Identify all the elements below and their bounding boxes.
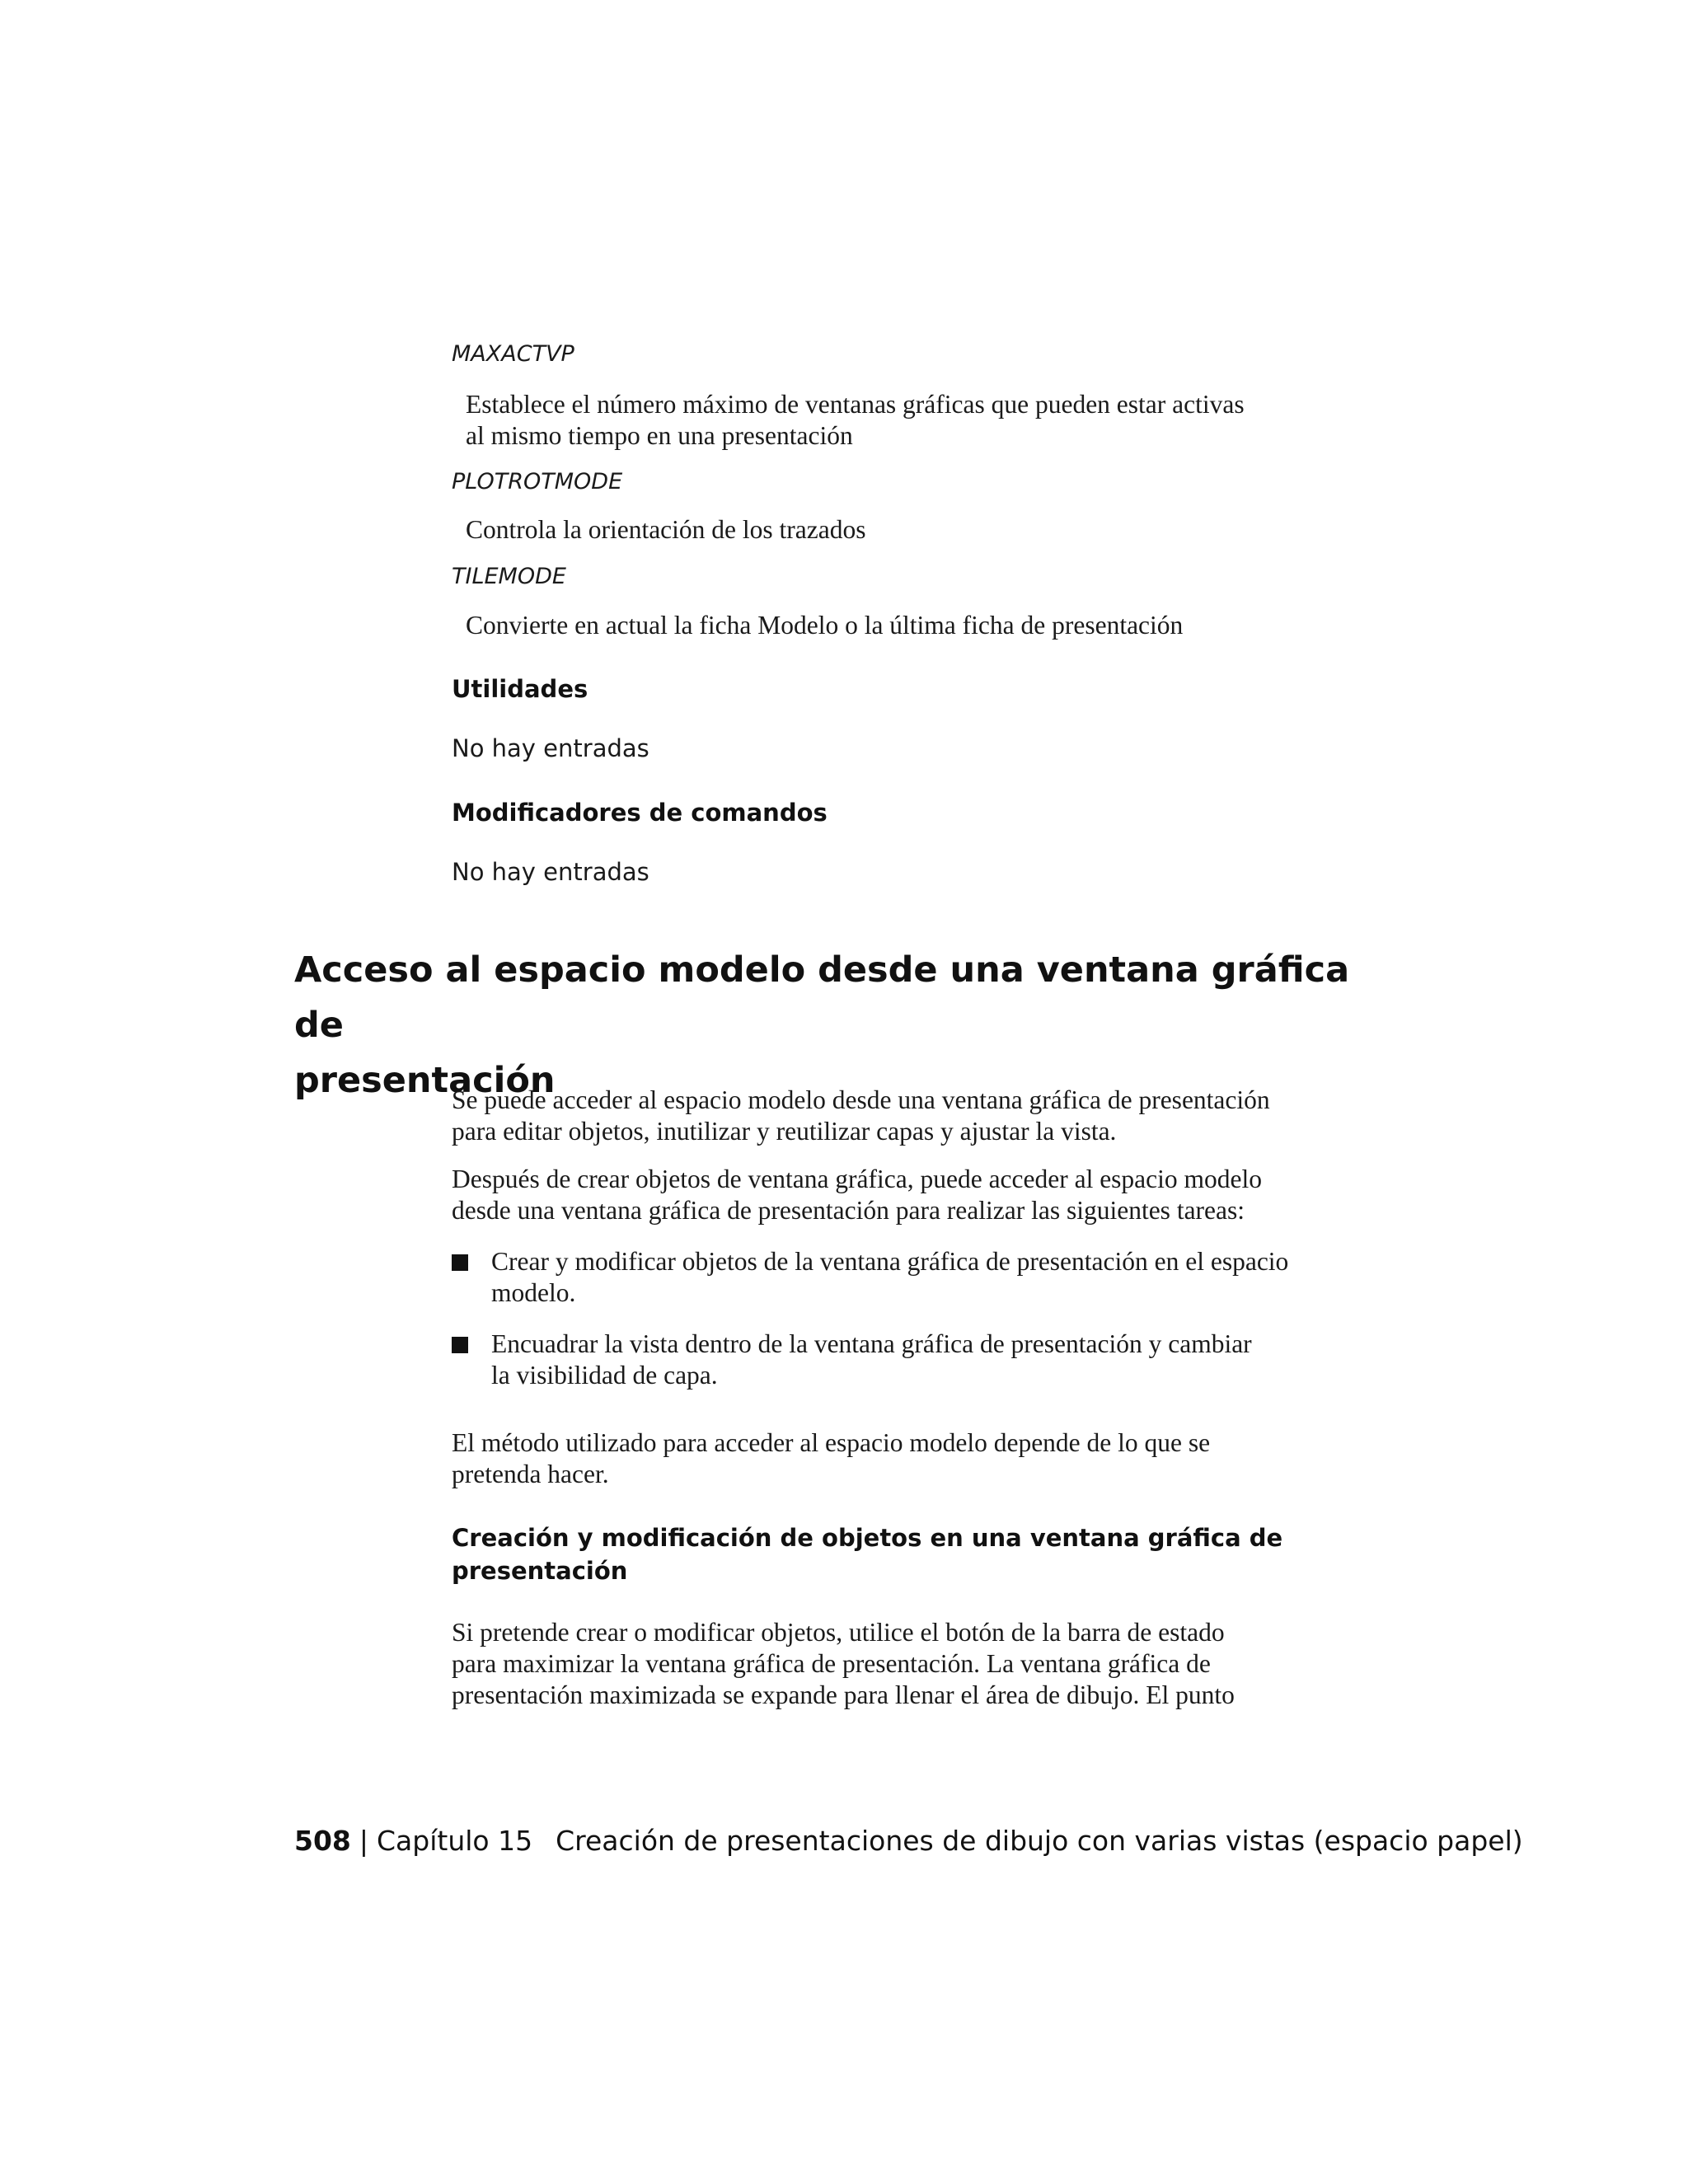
paragraph-line: El método utilizado para acceder al espacio modelo depende de lo que se bbox=[452, 1428, 1211, 1457]
paragraph-line: Si pretende crear o modificar objetos, utilice el botón de la barra de estado bbox=[452, 1618, 1225, 1647]
section-title-line: presentación bbox=[294, 1060, 556, 1101]
variable-description-maxactvp bbox=[466, 389, 1356, 452]
paragraph-line: para maximizar la ventana gráfica de presentación. La ventana gráfica de bbox=[452, 1649, 1211, 1678]
paragraph-line: desde una ventana gráfica de presentación para realizar las siguientes tareas: bbox=[452, 1196, 1245, 1225]
chapter-label: Capítulo 15 bbox=[377, 1825, 533, 1857]
bullet-text bbox=[491, 1246, 1367, 1309]
description-line: Convierte en actual la ficha Modelo o la última ficha de presentación bbox=[466, 611, 1184, 640]
command-modifiers-heading: Modificadores de comandos bbox=[452, 799, 828, 827]
variable-description-tilemode bbox=[466, 610, 1356, 641]
description-line: al mismo tiempo en una presentación bbox=[466, 421, 853, 450]
page-number: 508 bbox=[294, 1825, 351, 1857]
description-line: Establece el número máximo de ventanas gráficas que pueden estar activas bbox=[466, 390, 1245, 419]
section-intro-paragraph bbox=[452, 1085, 1367, 1147]
section-title-line: Acceso al espacio modelo desde una ventana gráfica de bbox=[294, 949, 1350, 1046]
tasks-intro-paragraph bbox=[452, 1164, 1367, 1226]
command-modifiers-text: No hay entradas bbox=[452, 858, 649, 886]
subsection-title bbox=[452, 1521, 1342, 1587]
bullet-text bbox=[491, 1329, 1367, 1391]
method-paragraph bbox=[452, 1427, 1367, 1490]
subsection-title-line: presentación bbox=[452, 1557, 628, 1585]
square-bullet-icon bbox=[452, 1337, 468, 1353]
subsection-body-paragraph bbox=[452, 1617, 1367, 1711]
bullet-line: Crear y modificar objetos de la ventana gráfica de presentación en el espacio bbox=[491, 1247, 1289, 1276]
paragraph-line: Se puede acceder al espacio modelo desde una ventana gráfica de presentación bbox=[452, 1085, 1270, 1114]
square-bullet-icon bbox=[452, 1254, 468, 1271]
chapter-title: Creación de presentaciones de dibujo con varias vistas (espacio papel) bbox=[556, 1825, 1523, 1857]
utilities-heading: Utilidades bbox=[452, 675, 588, 703]
page-footer bbox=[294, 1823, 1613, 1859]
footer-separator: | bbox=[359, 1825, 369, 1857]
paragraph-line: para editar objetos, inutilizar y reutilizar capas y ajustar la vista. bbox=[452, 1117, 1117, 1146]
paragraph-line: Después de crear objetos de ventana gráfica, puede acceder al espacio modelo bbox=[452, 1165, 1263, 1193]
variable-name-tilemode: TILEMODE bbox=[452, 564, 566, 589]
variable-description-plotrotmode bbox=[466, 514, 1356, 546]
variable-name-maxactvp: MAXACTVP bbox=[452, 341, 574, 367]
description-line: Controla la orientación de los trazados bbox=[466, 515, 866, 544]
variable-name-plotrotmode: PLOTROTMODE bbox=[452, 469, 623, 494]
paragraph-line: pretenda hacer. bbox=[452, 1460, 609, 1488]
utilities-text: No hay entradas bbox=[452, 734, 649, 762]
paragraph-line: presentación maximizada se expande para llenar el área de dibujo. El punto bbox=[452, 1680, 1235, 1709]
section-title bbox=[294, 943, 1366, 1108]
bullet-line: la visibilidad de capa. bbox=[491, 1361, 718, 1390]
bullet-line: Encuadrar la vista dentro de la ventana gráfica de presentación y cambiar bbox=[491, 1329, 1252, 1358]
bullet-line: modelo. bbox=[491, 1278, 576, 1307]
subsection-title-line: Creación y modificación de objetos en una ventana gráfica de bbox=[452, 1524, 1283, 1552]
